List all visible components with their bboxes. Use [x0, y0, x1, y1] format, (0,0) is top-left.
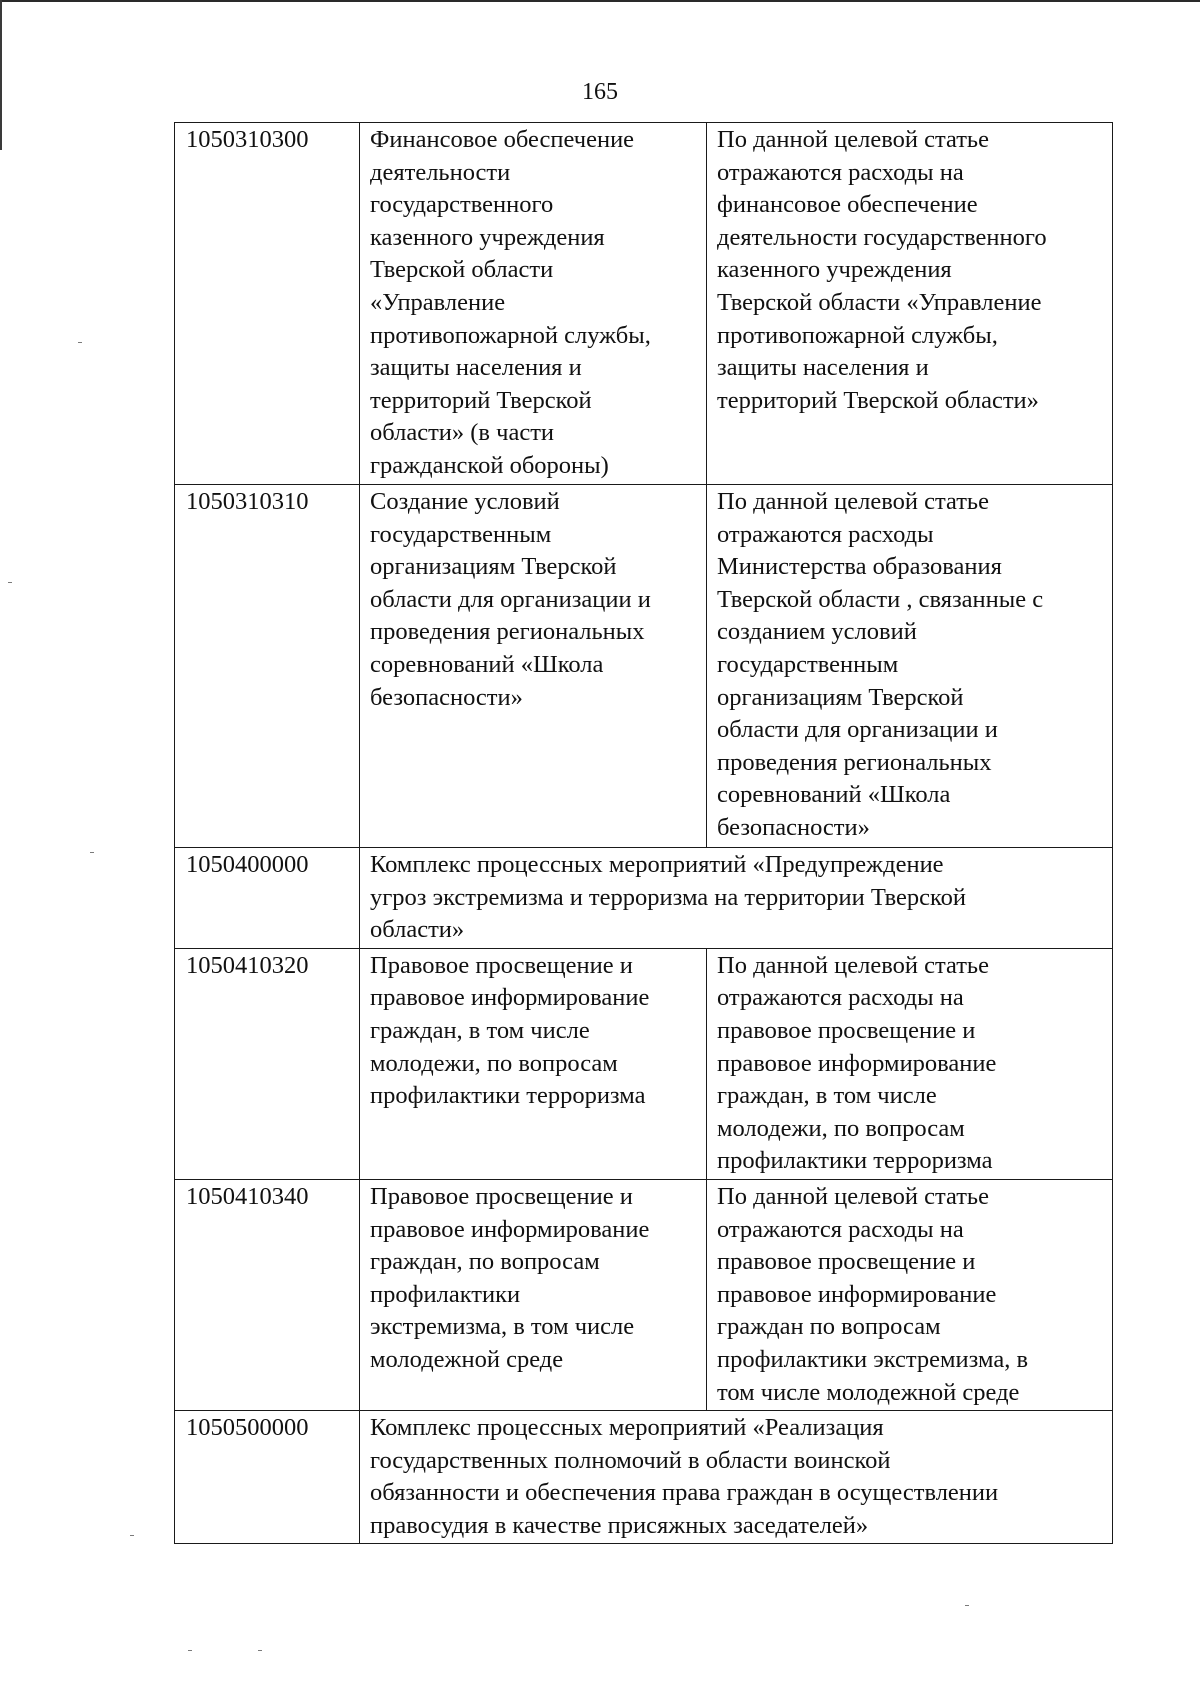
row-description: По данной целевой статье отражаются расходы на финансовое обеспечение деятельности государственного казенного учреждения Тверской области «Управление противопожарной службы, защиты населения и территорий Тверской области» [707, 123, 1113, 485]
budget-classification-table [174, 122, 1113, 1544]
table-row [175, 485, 1113, 848]
scan-edge-top [0, 0, 1200, 2]
group-title: Комплекс процессных мероприятий «Реализация государственных полномочий в области воинской обязанности и обеспечения права граждан в осуществлении правосудия в качестве присяжных заседателей» [360, 1411, 1113, 1544]
table-row-group [175, 848, 1113, 949]
row-name: Создание условий государственным организациям Тверской области для организации и проведения региональных соревнований «Школа безопасности» [360, 485, 707, 848]
page-number: 165 [582, 79, 618, 105]
row-code: 1050310300 [175, 123, 360, 485]
group-title: Комплекс процессных мероприятий «Предупреждение угроз экстремизма и терроризма на территории Тверской области» [360, 848, 1113, 949]
row-code: 1050410340 [175, 1179, 360, 1410]
row-code: 1050410320 [175, 948, 360, 1179]
row-description: По данной целевой статье отражаются расходы на правовое просвещение и правовое информирование граждан, в том числе молодежи, по вопросам профилактики терроризма [707, 948, 1113, 1179]
table-row [175, 123, 1113, 485]
row-name: Правовое просвещение и правовое информирование граждан, по вопросам профилактики экстремизма, в том числе молодежной среде [360, 1179, 707, 1410]
table-row-group [175, 1411, 1113, 1544]
scan-speck [130, 1535, 134, 1536]
row-code: 1050310310 [175, 485, 360, 848]
row-description: По данной целевой статье отражаются расходы на правовое просвещение и правовое информирование граждан по вопросам профилактики экстремизма, в том числе молодежной среде [707, 1179, 1113, 1410]
table-row [175, 948, 1113, 1179]
scan-speck [90, 852, 94, 853]
scan-speck [258, 1650, 262, 1651]
row-name: Правовое просвещение и правовое информирование граждан, в том числе молодежи, по вопросам профилактики терроризма [360, 948, 707, 1179]
scan-speck [965, 1605, 969, 1606]
scan-speck [8, 582, 12, 583]
scan-edge-left [0, 0, 2, 150]
table-row [175, 1179, 1113, 1410]
row-code: 1050400000 [175, 848, 360, 949]
row-code: 1050500000 [175, 1411, 360, 1544]
row-name: Финансовое обеспечение деятельности государственного казенного учреждения Тверской области «Управление противопожарной службы, защиты населения и территорий Тверской области» (в части гражданской обороны) [360, 123, 707, 485]
row-description: По данной целевой статье отражаются расходы Министерства образования Тверской области , связанные с созданием условий государственным организациям Тверской области для организации и проведения региональных соревнований «Школа безопасности» [707, 485, 1113, 848]
scan-speck [188, 1650, 192, 1651]
scan-speck [78, 342, 82, 343]
